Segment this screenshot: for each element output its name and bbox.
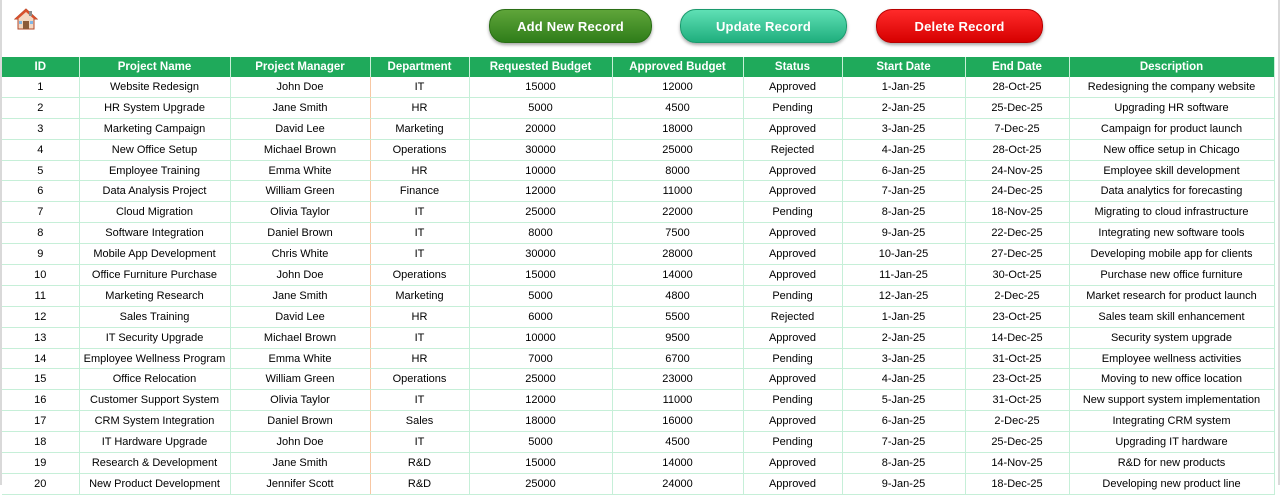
- table-row[interactable]: [2, 327, 1274, 348]
- cell-department[interactable]: IT: [370, 244, 469, 265]
- cell-requested-budget[interactable]: 12000: [469, 181, 612, 202]
- cell-project-manager[interactable]: Jane Smith: [230, 97, 370, 118]
- cell-status[interactable]: Pending: [743, 285, 842, 306]
- cell-approved-budget[interactable]: 23000: [612, 369, 743, 390]
- cell-department[interactable]: IT: [370, 223, 469, 244]
- table-row[interactable]: [2, 390, 1274, 411]
- cell-start-date[interactable]: 3-Jan-25: [842, 118, 965, 139]
- cell-start-date[interactable]: 12-Jan-25: [842, 285, 965, 306]
- table-row[interactable]: [2, 202, 1274, 223]
- cell-end-date[interactable]: 24-Dec-25: [965, 181, 1069, 202]
- cell-end-date[interactable]: 24-Nov-25: [965, 160, 1069, 181]
- cell-status[interactable]: Approved: [743, 327, 842, 348]
- cell-start-date[interactable]: 1-Jan-25: [842, 306, 965, 327]
- table-row[interactable]: [2, 181, 1274, 202]
- cell-description[interactable]: Moving to new office location: [1069, 369, 1274, 390]
- header-approved-budget: Approved Budget: [612, 57, 743, 77]
- cell-project-name[interactable]: Marketing Campaign: [79, 118, 230, 139]
- cell-description[interactable]: Integrating CRM system: [1069, 411, 1274, 432]
- cell-project-name[interactable]: Website Redesign: [79, 77, 230, 97]
- cell-requested-budget[interactable]: 6000: [469, 306, 612, 327]
- cell-project-name[interactable]: Research & Development: [79, 453, 230, 474]
- cell-approved-budget[interactable]: 5500: [612, 306, 743, 327]
- cell-description[interactable]: Migrating to cloud infrastructure: [1069, 202, 1274, 223]
- cell-project-manager[interactable]: Daniel Brown: [230, 223, 370, 244]
- cell-project-manager[interactable]: David Lee: [230, 306, 370, 327]
- cell-end-date[interactable]: 22-Dec-25: [965, 223, 1069, 244]
- cell-project-name[interactable]: New Product Development: [79, 473, 230, 494]
- table-row[interactable]: [2, 97, 1274, 118]
- table-row[interactable]: [2, 432, 1274, 453]
- table-row[interactable]: [2, 223, 1274, 244]
- cell-department[interactable]: HR: [370, 160, 469, 181]
- cell-end-date[interactable]: 2-Dec-25: [965, 411, 1069, 432]
- cell-department[interactable]: R&D: [370, 453, 469, 474]
- table-row[interactable]: [2, 244, 1274, 265]
- cell-end-date[interactable]: 28-Oct-25: [965, 77, 1069, 97]
- table-row[interactable]: [2, 306, 1274, 327]
- cell-description[interactable]: Employee skill development: [1069, 160, 1274, 181]
- cell-description[interactable]: Developing new product line: [1069, 473, 1274, 494]
- cell-start-date[interactable]: 9-Jan-25: [842, 473, 965, 494]
- cell-id[interactable]: 7: [2, 202, 79, 223]
- cell-id[interactable]: 20: [2, 473, 79, 494]
- cell-id[interactable]: 11: [2, 285, 79, 306]
- cell-approved-budget[interactable]: 4500: [612, 97, 743, 118]
- cell-project-name[interactable]: HR System Upgrade: [79, 97, 230, 118]
- cell-status[interactable]: Pending: [743, 432, 842, 453]
- cell-department[interactable]: Operations: [370, 139, 469, 160]
- cell-description[interactable]: Redesigning the company website: [1069, 77, 1274, 97]
- cell-requested-budget[interactable]: 15000: [469, 265, 612, 286]
- header-id: ID: [2, 57, 79, 77]
- cell-start-date[interactable]: 1-Jan-25: [842, 77, 965, 97]
- cell-id[interactable]: 8: [2, 223, 79, 244]
- cell-end-date[interactable]: 18-Dec-25: [965, 473, 1069, 494]
- cell-description[interactable]: Sales team skill enhancement: [1069, 306, 1274, 327]
- cell-id[interactable]: 1: [2, 77, 79, 97]
- cell-status[interactable]: Pending: [743, 97, 842, 118]
- cell-approved-budget[interactable]: 11000: [612, 181, 743, 202]
- cell-start-date[interactable]: 7-Jan-25: [842, 432, 965, 453]
- header-project-name: Project Name: [79, 57, 230, 77]
- cell-start-date[interactable]: 5-Jan-25: [842, 390, 965, 411]
- cell-project-name[interactable]: IT Security Upgrade: [79, 327, 230, 348]
- cell-approved-budget[interactable]: 25000: [612, 139, 743, 160]
- cell-approved-budget[interactable]: 18000: [612, 118, 743, 139]
- cell-requested-budget[interactable]: 25000: [469, 202, 612, 223]
- cell-start-date[interactable]: 10-Jan-25: [842, 244, 965, 265]
- cell-approved-budget[interactable]: 24000: [612, 473, 743, 494]
- cell-requested-budget[interactable]: 12000: [469, 390, 612, 411]
- cell-project-name[interactable]: Employee Wellness Program: [79, 348, 230, 369]
- cell-department[interactable]: IT: [370, 202, 469, 223]
- cell-department[interactable]: Marketing: [370, 118, 469, 139]
- cell-end-date[interactable]: 2-Dec-25: [965, 285, 1069, 306]
- cell-project-manager[interactable]: William Green: [230, 181, 370, 202]
- cell-start-date[interactable]: 2-Jan-25: [842, 327, 965, 348]
- cell-requested-budget[interactable]: 10000: [469, 327, 612, 348]
- cell-project-manager[interactable]: Emma White: [230, 348, 370, 369]
- cell-requested-budget[interactable]: 10000: [469, 160, 612, 181]
- cell-requested-budget[interactable]: 18000: [469, 411, 612, 432]
- cell-status[interactable]: Approved: [743, 473, 842, 494]
- cell-start-date[interactable]: 11-Jan-25: [842, 265, 965, 286]
- cell-id[interactable]: 16: [2, 390, 79, 411]
- cell-requested-budget[interactable]: 15000: [469, 453, 612, 474]
- cell-requested-budget[interactable]: 8000: [469, 223, 612, 244]
- cell-description[interactable]: Data analytics for forecasting: [1069, 181, 1274, 202]
- cell-project-manager[interactable]: Jennifer Scott: [230, 473, 370, 494]
- header-status: Status: [743, 57, 842, 77]
- cell-start-date[interactable]: 4-Jan-25: [842, 369, 965, 390]
- header-description: Description: [1069, 57, 1274, 77]
- cell-approved-budget[interactable]: 8000: [612, 160, 743, 181]
- cell-requested-budget[interactable]: 5000: [469, 285, 612, 306]
- cell-status[interactable]: Approved: [743, 160, 842, 181]
- header-end-date: End Date: [965, 57, 1069, 77]
- cell-id[interactable]: 13: [2, 327, 79, 348]
- home-icon[interactable]: [14, 8, 38, 30]
- cell-requested-budget[interactable]: 25000: [469, 369, 612, 390]
- cell-end-date[interactable]: 14-Dec-25: [965, 327, 1069, 348]
- cell-approved-budget[interactable]: 14000: [612, 453, 743, 474]
- cell-approved-budget[interactable]: 11000: [612, 390, 743, 411]
- cell-id[interactable]: 6: [2, 181, 79, 202]
- cell-project-name[interactable]: New Office Setup: [79, 139, 230, 160]
- cell-end-date[interactable]: 18-Nov-25: [965, 202, 1069, 223]
- cell-status[interactable]: Pending: [743, 390, 842, 411]
- cell-project-manager[interactable]: John Doe: [230, 77, 370, 97]
- table-body: [2, 77, 1274, 494]
- table-row[interactable]: [2, 160, 1274, 181]
- cell-department[interactable]: Operations: [370, 369, 469, 390]
- cell-end-date[interactable]: 14-Nov-25: [965, 453, 1069, 474]
- records-table: [2, 57, 1275, 495]
- cell-approved-budget[interactable]: 22000: [612, 202, 743, 223]
- cell-approved-budget[interactable]: 7500: [612, 223, 743, 244]
- cell-project-manager[interactable]: Michael Brown: [230, 139, 370, 160]
- table-row[interactable]: [2, 369, 1274, 390]
- cell-status[interactable]: Rejected: [743, 139, 842, 160]
- cell-end-date[interactable]: 27-Dec-25: [965, 244, 1069, 265]
- cell-project-manager[interactable]: Chris White: [230, 244, 370, 265]
- cell-project-manager[interactable]: Olivia Taylor: [230, 390, 370, 411]
- cell-end-date[interactable]: 31-Oct-25: [965, 390, 1069, 411]
- table-row[interactable]: [2, 285, 1274, 306]
- table-row[interactable]: [2, 473, 1274, 494]
- cell-department[interactable]: HR: [370, 97, 469, 118]
- cell-id[interactable]: 10: [2, 265, 79, 286]
- cell-project-name[interactable]: Data Analysis Project: [79, 181, 230, 202]
- cell-description[interactable]: R&D for new products: [1069, 453, 1274, 474]
- cell-end-date[interactable]: 23-Oct-25: [965, 369, 1069, 390]
- cell-description[interactable]: Upgrading HR software: [1069, 97, 1274, 118]
- cell-end-date[interactable]: 28-Oct-25: [965, 139, 1069, 160]
- cell-department[interactable]: Sales: [370, 411, 469, 432]
- cell-project-manager[interactable]: David Lee: [230, 118, 370, 139]
- cell-approved-budget[interactable]: 4800: [612, 285, 743, 306]
- cell-start-date[interactable]: 7-Jan-25: [842, 181, 965, 202]
- cell-approved-budget[interactable]: 14000: [612, 265, 743, 286]
- cell-approved-budget[interactable]: 12000: [612, 77, 743, 97]
- header-requested-budget: Requested Budget: [469, 57, 612, 77]
- cell-project-manager[interactable]: Jane Smith: [230, 285, 370, 306]
- cell-project-name[interactable]: Sales Training: [79, 306, 230, 327]
- cell-project-name[interactable]: Employee Training: [79, 160, 230, 181]
- cell-approved-budget[interactable]: 9500: [612, 327, 743, 348]
- cell-status[interactable]: Rejected: [743, 306, 842, 327]
- cell-requested-budget[interactable]: 30000: [469, 244, 612, 265]
- cell-status[interactable]: Approved: [743, 369, 842, 390]
- cell-id[interactable]: 3: [2, 118, 79, 139]
- cell-id[interactable]: 15: [2, 369, 79, 390]
- cell-project-manager[interactable]: Daniel Brown: [230, 411, 370, 432]
- cell-department[interactable]: R&D: [370, 473, 469, 494]
- cell-department[interactable]: IT: [370, 77, 469, 97]
- cell-project-manager[interactable]: Jane Smith: [230, 453, 370, 474]
- header-start-date: Start Date: [842, 57, 965, 77]
- table-header-row: [2, 57, 1274, 77]
- cell-description[interactable]: Market research for product launch: [1069, 285, 1274, 306]
- cell-department[interactable]: HR: [370, 306, 469, 327]
- cell-requested-budget[interactable]: 7000: [469, 348, 612, 369]
- cell-project-name[interactable]: IT Hardware Upgrade: [79, 432, 230, 453]
- cell-id[interactable]: 18: [2, 432, 79, 453]
- cell-requested-budget[interactable]: 20000: [469, 118, 612, 139]
- cell-project-manager[interactable]: Michael Brown: [230, 327, 370, 348]
- add-new-record-button[interactable]: Add New Record: [489, 9, 652, 43]
- cell-start-date[interactable]: 4-Jan-25: [842, 139, 965, 160]
- table-row[interactable]: [2, 453, 1274, 474]
- cell-start-date[interactable]: 6-Jan-25: [842, 160, 965, 181]
- header-project-manager: Project Manager: [230, 57, 370, 77]
- cell-status[interactable]: Approved: [743, 265, 842, 286]
- cell-approved-budget[interactable]: 28000: [612, 244, 743, 265]
- cell-status[interactable]: Approved: [743, 453, 842, 474]
- cell-description[interactable]: Upgrading IT hardware: [1069, 432, 1274, 453]
- delete-record-button[interactable]: Delete Record: [876, 9, 1043, 43]
- cell-status[interactable]: Pending: [743, 202, 842, 223]
- cell-status[interactable]: Approved: [743, 244, 842, 265]
- header-department: Department: [370, 57, 469, 77]
- cell-end-date[interactable]: 31-Oct-25: [965, 348, 1069, 369]
- cell-project-name[interactable]: Marketing Research: [79, 285, 230, 306]
- cell-requested-budget[interactable]: 5000: [469, 97, 612, 118]
- cell-requested-budget[interactable]: 30000: [469, 139, 612, 160]
- cell-end-date[interactable]: 30-Oct-25: [965, 265, 1069, 286]
- cell-start-date[interactable]: 6-Jan-25: [842, 411, 965, 432]
- table-row[interactable]: [2, 411, 1274, 432]
- cell-status[interactable]: Approved: [743, 223, 842, 244]
- cell-id[interactable]: 5: [2, 160, 79, 181]
- cell-description[interactable]: New office setup in Chicago: [1069, 139, 1274, 160]
- cell-id[interactable]: 4: [2, 139, 79, 160]
- cell-project-manager[interactable]: William Green: [230, 369, 370, 390]
- cell-project-name[interactable]: Office Relocation: [79, 369, 230, 390]
- cell-start-date[interactable]: 8-Jan-25: [842, 453, 965, 474]
- cell-id[interactable]: 19: [2, 453, 79, 474]
- table-row[interactable]: [2, 265, 1274, 286]
- cell-approved-budget[interactable]: 16000: [612, 411, 743, 432]
- cell-project-name[interactable]: Customer Support System: [79, 390, 230, 411]
- cell-department[interactable]: IT: [370, 390, 469, 411]
- cell-project-name[interactable]: CRM System Integration: [79, 411, 230, 432]
- cell-project-manager[interactable]: John Doe: [230, 432, 370, 453]
- cell-department[interactable]: IT: [370, 432, 469, 453]
- cell-id[interactable]: 2: [2, 97, 79, 118]
- cell-end-date[interactable]: 25-Dec-25: [965, 97, 1069, 118]
- cell-description[interactable]: Integrating new software tools: [1069, 223, 1274, 244]
- cell-description[interactable]: Campaign for product launch: [1069, 118, 1274, 139]
- cell-project-manager[interactable]: John Doe: [230, 265, 370, 286]
- cell-department[interactable]: Finance: [370, 181, 469, 202]
- cell-start-date[interactable]: 3-Jan-25: [842, 348, 965, 369]
- cell-description[interactable]: Security system upgrade: [1069, 327, 1274, 348]
- cell-description[interactable]: Purchase new office furniture: [1069, 265, 1274, 286]
- cell-id[interactable]: 17: [2, 411, 79, 432]
- cell-project-name[interactable]: Software Integration: [79, 223, 230, 244]
- cell-description[interactable]: Developing mobile app for clients: [1069, 244, 1274, 265]
- cell-department[interactable]: Operations: [370, 265, 469, 286]
- cell-project-name[interactable]: Mobile App Development: [79, 244, 230, 265]
- cell-approved-budget[interactable]: 6700: [612, 348, 743, 369]
- cell-status[interactable]: Approved: [743, 77, 842, 97]
- cell-project-manager[interactable]: Emma White: [230, 160, 370, 181]
- cell-description[interactable]: New support system implementation: [1069, 390, 1274, 411]
- cell-id[interactable]: 9: [2, 244, 79, 265]
- table-row[interactable]: [2, 77, 1274, 97]
- cell-end-date[interactable]: 7-Dec-25: [965, 118, 1069, 139]
- cell-status[interactable]: Approved: [743, 411, 842, 432]
- cell-description[interactable]: Employee wellness activities: [1069, 348, 1274, 369]
- update-record-button[interactable]: Update Record: [680, 9, 847, 43]
- cell-id[interactable]: 14: [2, 348, 79, 369]
- cell-project-manager[interactable]: Olivia Taylor: [230, 202, 370, 223]
- cell-department[interactable]: IT: [370, 327, 469, 348]
- cell-requested-budget[interactable]: 25000: [469, 473, 612, 494]
- cell-start-date[interactable]: 2-Jan-25: [842, 97, 965, 118]
- cell-status[interactable]: Approved: [743, 118, 842, 139]
- cell-department[interactable]: HR: [370, 348, 469, 369]
- cell-requested-budget[interactable]: 5000: [469, 432, 612, 453]
- cell-end-date[interactable]: 23-Oct-25: [965, 306, 1069, 327]
- table-row[interactable]: [2, 139, 1274, 160]
- table-row[interactable]: [2, 348, 1274, 369]
- cell-status[interactable]: Approved: [743, 181, 842, 202]
- cell-project-name[interactable]: Cloud Migration: [79, 202, 230, 223]
- cell-start-date[interactable]: 9-Jan-25: [842, 223, 965, 244]
- cell-start-date[interactable]: 8-Jan-25: [842, 202, 965, 223]
- cell-id[interactable]: 12: [2, 306, 79, 327]
- table-row[interactable]: [2, 118, 1274, 139]
- cell-requested-budget[interactable]: 15000: [469, 77, 612, 97]
- cell-project-name[interactable]: Office Furniture Purchase: [79, 265, 230, 286]
- cell-status[interactable]: Pending: [743, 348, 842, 369]
- cell-approved-budget[interactable]: 4500: [612, 432, 743, 453]
- cell-end-date[interactable]: 25-Dec-25: [965, 432, 1069, 453]
- cell-department[interactable]: Marketing: [370, 285, 469, 306]
